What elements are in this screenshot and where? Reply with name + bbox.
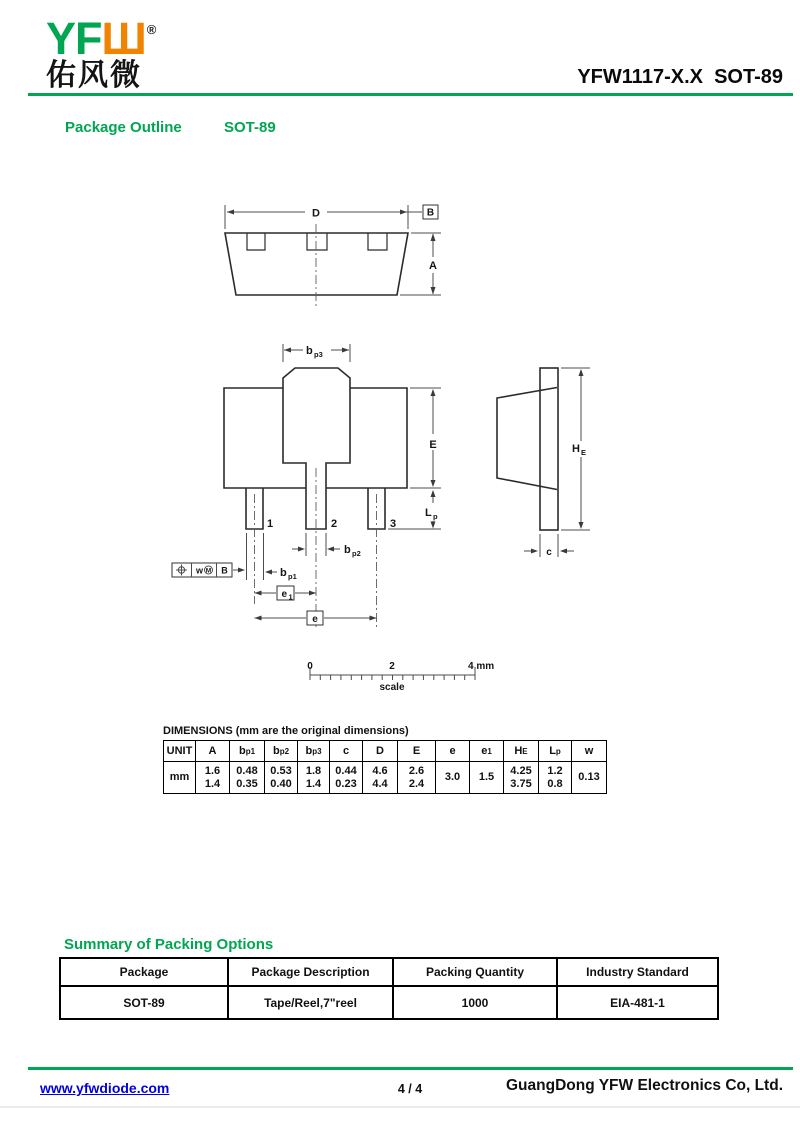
logo	[46, 10, 155, 93]
dim-label-bp1-sub: p1	[288, 572, 297, 581]
dim-header-e-pitch: e	[436, 741, 470, 762]
packing-value-description: Tape/Reel,7"reel	[229, 987, 394, 1018]
dim-value-e1: 1.5	[470, 762, 504, 793]
dim-label-lp-sub: p	[433, 512, 438, 521]
dimensions-table	[163, 740, 607, 794]
packing-section-title: Summary of Packing Options	[64, 936, 274, 953]
dim-value-c: 0.44 0.23	[330, 762, 363, 793]
logo-chinese-name: 佑风微	[46, 59, 142, 92]
dim-header-he: H E	[504, 741, 539, 762]
dim-header-w: w	[572, 741, 606, 762]
dim-value-he: 4.25 3.75	[504, 762, 539, 793]
dim-value-w: 0.13	[578, 771, 600, 783]
packing-header-standard: Industry Standard	[558, 959, 717, 987]
top-view-drawing	[225, 205, 441, 308]
dim-header-lp: L p	[539, 741, 572, 762]
dim-value-lp: 1.2 0.8	[539, 762, 572, 793]
dim-label-bp3: b	[306, 345, 313, 357]
packing-header-description: Package Description	[229, 959, 394, 987]
dim-header-a: A	[196, 741, 230, 762]
packing-value-standard: EIA-481-1	[610, 995, 665, 1010]
packing-table	[59, 957, 719, 1020]
dim-label-e-body: E	[429, 439, 437, 451]
pin-3-label: 3	[389, 518, 397, 530]
package-outline-drawing	[0, 180, 800, 700]
dim-value-e-body: 2.6 2.4	[398, 762, 436, 793]
dim-header-unit: UNIT	[164, 741, 196, 762]
dim-header-bp2: b p2	[265, 741, 298, 762]
pin-2-label: 2	[330, 518, 338, 530]
dim-label-e1-sub: 1	[288, 592, 293, 602]
datum-label-b: B	[426, 207, 435, 219]
dim-header-e-body: E	[398, 741, 436, 762]
front-view-drawing	[172, 344, 441, 627]
header-rule	[28, 93, 793, 96]
dim-label-e1: e	[281, 589, 288, 600]
page-number: 4 / 4	[397, 1082, 423, 1096]
section-title: Package Outline	[65, 119, 182, 136]
company-name: GuangDong YFW Electronics Co, Ltd.	[506, 1077, 783, 1094]
dim-label-he: H	[572, 443, 580, 455]
dim-header-bp1: b p1	[230, 741, 265, 762]
logo-yf-text: YF	[46, 13, 102, 64]
scale-tick-0-label: 0	[307, 661, 313, 672]
logo-w-glyph: Ш	[101, 13, 146, 64]
logo-wordmark	[46, 10, 156, 64]
dim-value-bp3: 1.8 1.4	[298, 762, 330, 793]
fcf-tolerance-label: w	[195, 565, 204, 576]
dim-value-e-pitch: 3.0	[436, 762, 470, 793]
dim-header-bp3: b p3	[298, 741, 330, 762]
dim-value-unit: mm	[164, 762, 196, 793]
dim-header-d: D	[363, 741, 398, 762]
dim-label-bp3-sub: p3	[314, 350, 323, 359]
pin-1-label: 1	[266, 518, 274, 530]
page-edge-line	[0, 1106, 800, 1108]
scale-bar	[307, 661, 494, 693]
footer-rule	[28, 1067, 793, 1070]
registered-trademark-icon: ®	[146, 22, 156, 37]
section-package-name: SOT-89	[224, 119, 276, 136]
fcf-datum-label: B	[221, 565, 228, 576]
packing-header-quantity: Packing Quantity	[394, 959, 558, 987]
dim-label-e-pitch: e	[312, 614, 318, 625]
dim-value-bp1: 0.48 0.35	[230, 762, 265, 793]
dim-label-c: c	[546, 547, 552, 558]
dim-value-bp2: 0.53 0.40	[265, 762, 298, 793]
dim-label-bp2: b	[344, 544, 351, 556]
scale-caption: scale	[379, 682, 405, 693]
dim-label-bp1: b	[280, 567, 287, 579]
scale-tick-2-label: 2	[389, 661, 395, 672]
dim-header-e1: e 1	[470, 741, 504, 762]
dim-value-d: 4.6 4.4	[363, 762, 398, 793]
dim-label-lp: L	[425, 507, 432, 519]
side-view-drawing	[497, 368, 590, 558]
scale-tick-4-label: 4 mm	[468, 661, 495, 672]
dim-value-a: 1.6 1.4	[196, 762, 230, 793]
dim-label-d: D	[312, 207, 320, 220]
fcf-modifier-label: M	[205, 567, 212, 575]
dim-label-he-sub: E	[581, 448, 587, 457]
dim-label-bp2-sub: p2	[352, 549, 361, 558]
doc-title: YFW1117-X.X SOT-89	[577, 66, 783, 88]
dimensions-table-title: DIMENSIONS (mm are the original dimensions)	[163, 725, 409, 737]
dim-label-a: A	[429, 260, 437, 272]
dim-header-c: c	[330, 741, 363, 762]
packing-header-package: Package	[61, 959, 229, 987]
website-link[interactable]: www.yfwdiode.com	[40, 1080, 170, 1096]
packing-value-quantity: 1000	[394, 987, 558, 1018]
feature-control-frame	[172, 563, 245, 577]
packing-value-package: SOT-89	[61, 987, 229, 1018]
